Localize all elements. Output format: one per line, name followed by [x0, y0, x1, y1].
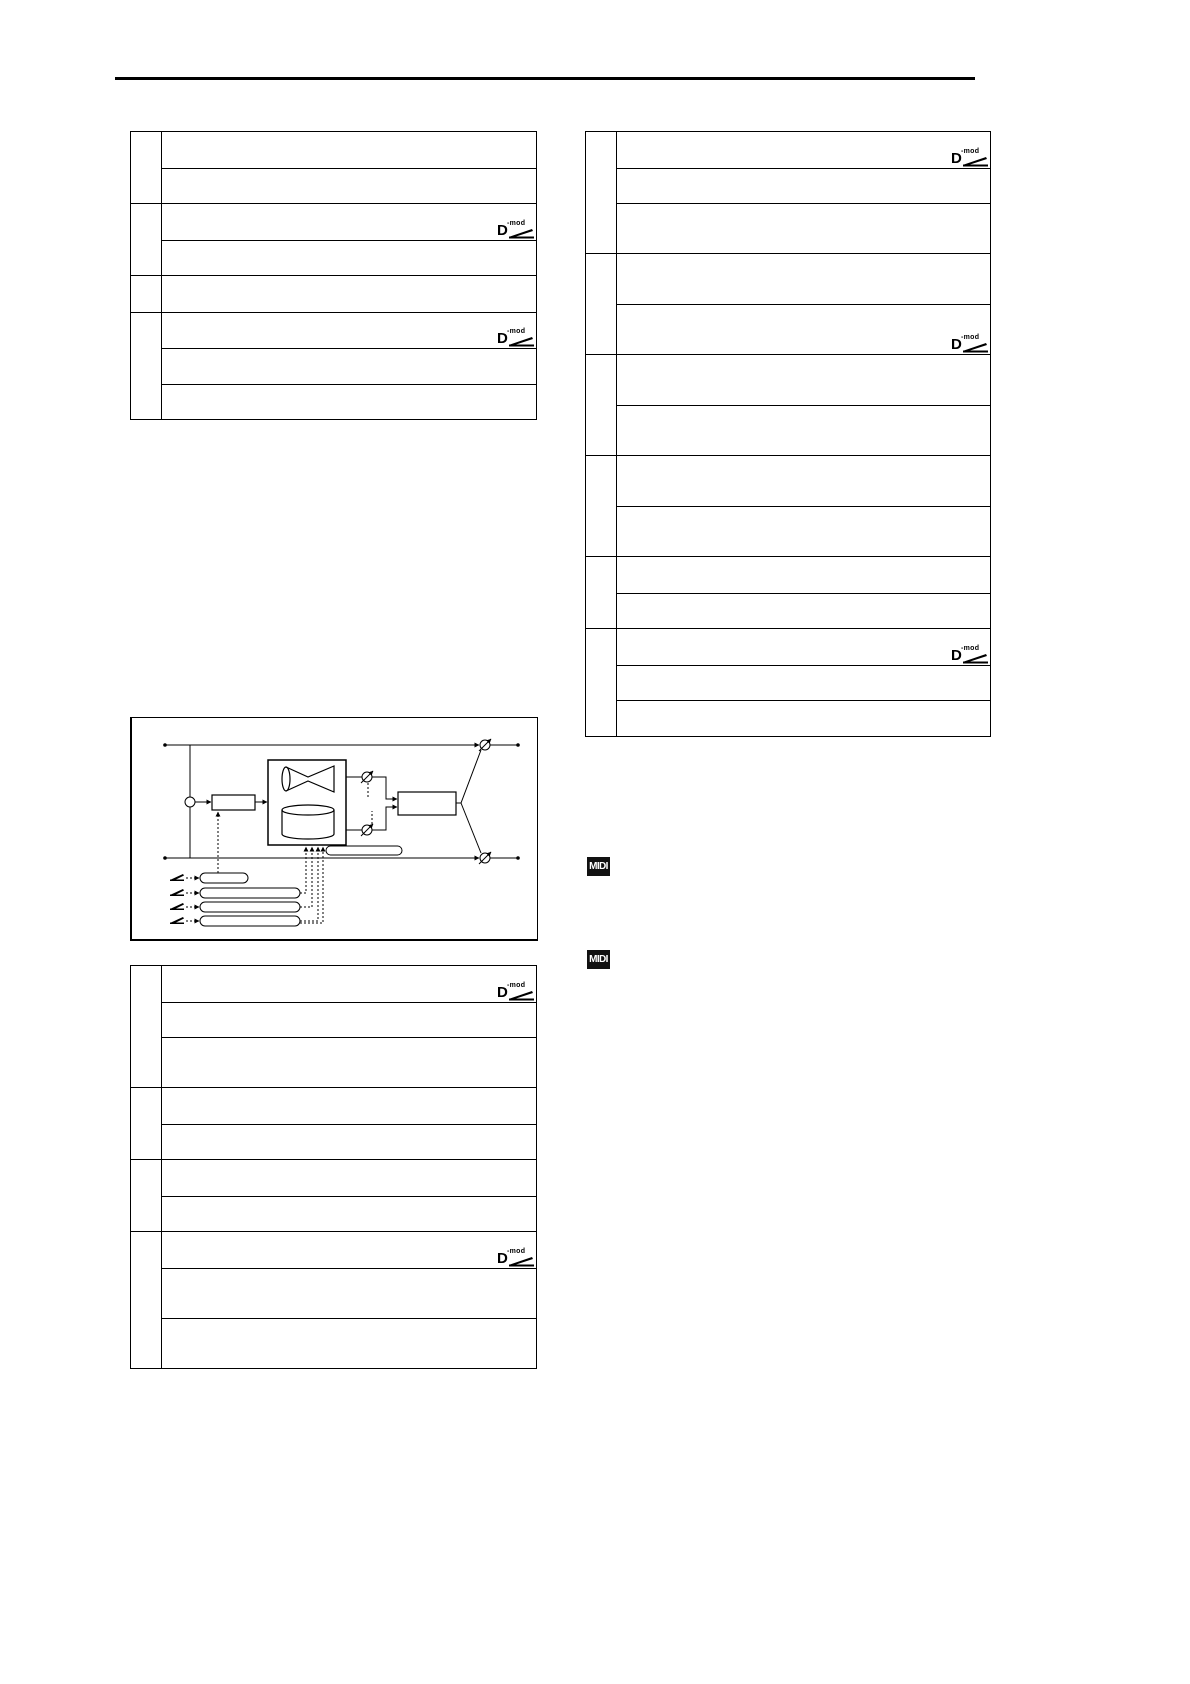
- parameter-table-1: [130, 131, 537, 420]
- parameter-row: [617, 168, 990, 204]
- parameter-group: [586, 556, 990, 628]
- midi-icon: MIDI: [587, 857, 610, 876]
- rotary-speaker-block: [268, 760, 346, 845]
- parameter-row: [162, 1088, 536, 1124]
- d-mod-superscript: -mod: [507, 1247, 526, 1255]
- parameter-table-3: [130, 965, 537, 1369]
- d-mod-superscript: -mod: [507, 328, 526, 335]
- parameter-rows: [617, 355, 990, 455]
- d-mod-letter: D: [497, 221, 508, 239]
- parameter-number-cell: [131, 1160, 162, 1231]
- parameter-rows: [162, 132, 536, 203]
- d-mod-letter: D: [951, 646, 962, 664]
- parameter-row: [162, 313, 536, 349]
- parameter-group: [131, 1159, 536, 1231]
- parameter-group: [586, 132, 990, 253]
- parameter-number-cell: [131, 313, 162, 420]
- parameter-row: [617, 132, 990, 168]
- parameter-row: [162, 1160, 536, 1196]
- parameter-row: [617, 506, 990, 556]
- parameter-number-cell: [586, 557, 617, 628]
- horn-level-knob-icon: [361, 771, 373, 799]
- wet-output-lines: [456, 750, 481, 853]
- parameter-row: [617, 405, 990, 455]
- parameter-row: [617, 700, 990, 736]
- parameter-rows: [617, 629, 990, 736]
- midi-icon: MIDI: [587, 950, 610, 969]
- output-right-level-knob-icon: [479, 852, 491, 864]
- parameter-pill: [200, 902, 300, 912]
- d-mod-icon: [497, 219, 534, 239]
- d-mod-icon: [497, 1247, 534, 1267]
- d-mod-superscript: -mod: [961, 644, 980, 652]
- d-mod-superscript: -mod: [507, 219, 526, 227]
- parameter-number-cell: [131, 1232, 162, 1368]
- parameter-row: [617, 557, 990, 593]
- pedal-icon: [508, 229, 534, 239]
- parameter-row: [617, 254, 990, 304]
- block-diagram: [130, 717, 537, 940]
- mic-mixer-block: [398, 792, 456, 815]
- parameter-pill: [200, 873, 248, 883]
- parameter-row: [617, 355, 990, 405]
- parameter-number-cell: [586, 629, 617, 736]
- parameter-group: [586, 628, 990, 736]
- parameter-rows: [162, 1160, 536, 1231]
- parameter-row: [162, 1124, 536, 1160]
- parameter-row: [162, 1037, 536, 1087]
- parameter-row: [162, 240, 536, 276]
- d-mod-letter: D: [951, 336, 962, 353]
- pedal-icon: [508, 337, 534, 347]
- pedal-icon: [962, 157, 988, 167]
- parameter-row: [617, 665, 990, 701]
- pedal-icon: [170, 903, 199, 910]
- parameter-group: [131, 1231, 536, 1368]
- parameter-row: [617, 456, 990, 506]
- parameter-rows: [162, 966, 536, 1087]
- parameter-row: [162, 384, 536, 420]
- parameter-rows: [617, 456, 990, 556]
- d-mod-letter: D: [497, 983, 508, 1001]
- d-mod-icon: [497, 328, 534, 347]
- parameter-number-cell: [131, 132, 162, 203]
- pedal-icon: [508, 991, 534, 1001]
- parameter-group: [131, 966, 536, 1087]
- parameter-row: [617, 304, 990, 354]
- d-mod-superscript: -mod: [507, 981, 526, 989]
- d-mod-letter: D: [497, 330, 508, 347]
- d-mod-icon: [951, 644, 988, 664]
- input-mix-node: [185, 797, 195, 807]
- parameter-row: [617, 593, 990, 629]
- parameter-row: [617, 629, 990, 665]
- parameter-pill: [200, 888, 300, 898]
- parameter-group: [131, 132, 536, 203]
- d-mod-letter: D: [497, 1249, 508, 1267]
- parameter-row: [162, 204, 536, 240]
- parameter-row: [162, 1232, 536, 1268]
- pedal-icon: [508, 1257, 534, 1267]
- parameter-pill-rotor: [326, 846, 402, 855]
- parameter-row: [617, 203, 990, 253]
- d-mod-letter: D: [951, 149, 962, 167]
- pedal-icon: [170, 917, 199, 924]
- parameter-number-cell: [586, 456, 617, 556]
- parameter-row: [162, 348, 536, 384]
- d-mod-icon: [951, 147, 988, 167]
- pedal-icon: [962, 654, 988, 664]
- parameter-row: [162, 966, 536, 1002]
- parameter-group: [131, 1087, 536, 1159]
- parameter-number-cell: [586, 355, 617, 455]
- parameter-group: [131, 203, 536, 275]
- parameter-rows: [162, 204, 536, 275]
- pedal-icon: [170, 874, 199, 881]
- d-mod-superscript: -mod: [961, 334, 980, 341]
- pedal-icon: [962, 343, 988, 353]
- parameter-row: [162, 1002, 536, 1038]
- parameter-rows: [162, 1088, 536, 1159]
- d-mod-icon: [497, 981, 534, 1001]
- parameter-pills: [200, 873, 300, 926]
- parameter-number-cell: [131, 1088, 162, 1159]
- d-mod-superscript: -mod: [961, 147, 980, 155]
- parameter-row: [162, 1318, 536, 1368]
- parameter-rows: [162, 276, 536, 312]
- parameter-group: [131, 275, 536, 312]
- pre-processing-block: [212, 795, 255, 810]
- parameter-number-cell: [131, 966, 162, 1087]
- header-rule: [115, 77, 975, 80]
- parameter-number-cell: [586, 132, 617, 253]
- parameter-group: [586, 455, 990, 556]
- parameter-table-2: [585, 131, 991, 737]
- parameter-row: [162, 1268, 536, 1318]
- d-mod-icon: [951, 334, 988, 353]
- parameter-rows: [617, 254, 990, 354]
- parameter-rows: [617, 132, 990, 253]
- parameter-group: [586, 354, 990, 455]
- drum-level-knob-icon: [361, 811, 373, 836]
- parameter-group: [586, 253, 990, 354]
- parameter-rows: [162, 1232, 536, 1368]
- pedal-icon: [170, 889, 199, 896]
- parameter-number-cell: [131, 204, 162, 275]
- parameter-rows: [617, 557, 990, 628]
- parameter-row: [162, 1196, 536, 1232]
- parameter-row: [162, 132, 536, 168]
- parameter-row: [162, 168, 536, 204]
- parameter-group: [131, 312, 536, 420]
- parameter-number-cell: [131, 276, 162, 312]
- parameter-pill: [200, 916, 300, 926]
- parameter-rows: [162, 313, 536, 420]
- parameter-number-cell: [586, 254, 617, 354]
- parameter-row: [162, 276, 536, 312]
- output-left-level-knob-icon: [479, 739, 491, 751]
